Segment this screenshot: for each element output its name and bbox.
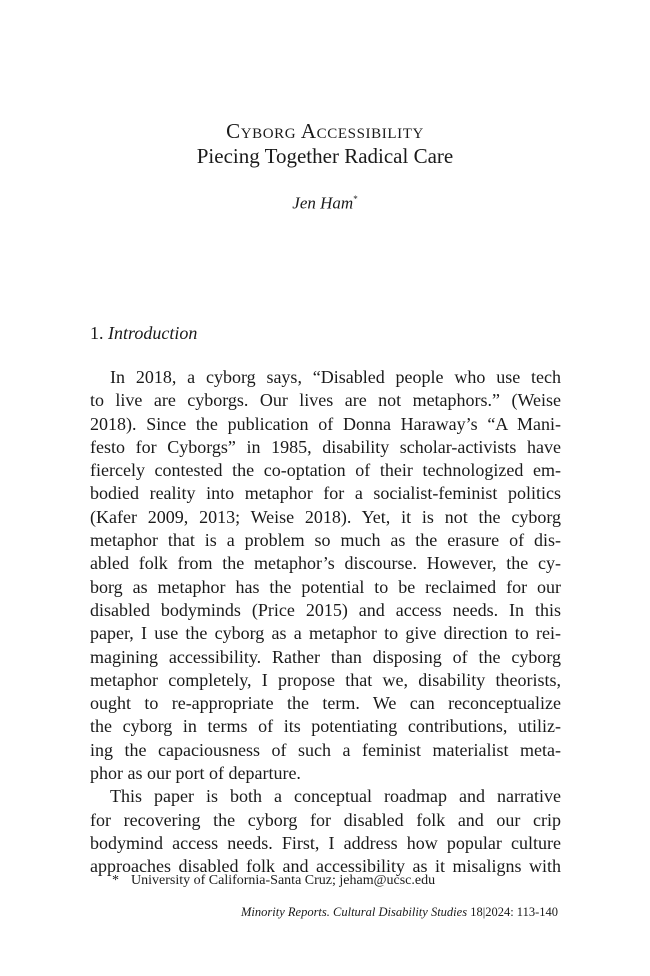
body-line: ing the capaciousness of such a feminist materialist meta- bbox=[90, 739, 561, 760]
body-line: approaches disabled folk and accessibility as it misaligns with bbox=[90, 856, 561, 877]
journal-issue-pages: 18|2024: 113-140 bbox=[470, 905, 558, 919]
body-line: the cyborg in terms of its potentiating contributions, utiliz- bbox=[90, 716, 561, 737]
footnote-mark: * bbox=[112, 873, 119, 888]
body-line: bodymind access needs. First, I address how popular culture bbox=[90, 832, 561, 853]
paper-title: Cyborg Accessibility bbox=[226, 119, 424, 143]
body-line: ought to re-appropriate the term. We can reconceptualize bbox=[90, 693, 561, 714]
body-line: In 2018, a cyborg says, “Disabled people who use tech bbox=[110, 367, 561, 387]
journal-name: Minority Reports. Cultural Disability Studies bbox=[241, 905, 468, 919]
author-footnote-mark: * bbox=[353, 194, 358, 204]
body-line: for recovering the cyborg for disabled folk and our crip bbox=[90, 809, 561, 830]
paper-subtitle: Piecing Together Radical Care bbox=[196, 144, 454, 168]
body-line: paper, I use the cyborg as a metaphor to give direction to rei- bbox=[90, 623, 561, 644]
footnote-text: University of California-Santa Cruz; jeham@ucsc.edu bbox=[131, 873, 436, 888]
body-line: fiercely contested the co-optation of their technologized em- bbox=[90, 460, 561, 481]
body-text bbox=[90, 366, 561, 879]
body-line: 2018). Since the publication of Donna Haraway’s “A Mani- bbox=[90, 413, 561, 434]
body-line: metaphor completely, I propose that we, disability theorists, bbox=[90, 669, 561, 690]
body-line: disabled bodyminds (Price 2015) and access needs. In this bbox=[90, 599, 561, 620]
body-line: borg as metaphor has the potential to be reclaimed for our bbox=[90, 576, 561, 597]
journal-citation bbox=[0, 904, 558, 920]
body-line: phor as our port of departure. bbox=[90, 763, 301, 784]
section-heading bbox=[90, 321, 197, 345]
author-name bbox=[0, 188, 650, 215]
body-line: abled folk from the metaphor’s discourse. However, the cy- bbox=[90, 553, 561, 574]
body-line: This paper is both a conceptual roadmap and narrative bbox=[110, 786, 561, 807]
body-line: bodied reality into metaphor for a socialist-feminist politics bbox=[90, 483, 561, 504]
body-line: magining accessibility. Rather than disposing of the cyborg bbox=[90, 646, 561, 667]
footnote bbox=[112, 872, 435, 890]
body-line: (Kafer 2009, 2013; Weise 2018). Yet, it is not the cyborg bbox=[90, 506, 561, 527]
body-line: festo for Cyborgs” in 1985, disability scholar-activists have bbox=[90, 436, 561, 457]
section-number: 1. bbox=[90, 323, 104, 343]
body-line: metaphor that is a problem so much as the erasure of dis- bbox=[90, 530, 561, 551]
section-title: Introduction bbox=[108, 323, 198, 343]
body-line: to live are cyborgs. Our lives are not metaphors.” (Weise bbox=[90, 390, 561, 411]
author-name-text: Jen Ham bbox=[292, 193, 354, 213]
